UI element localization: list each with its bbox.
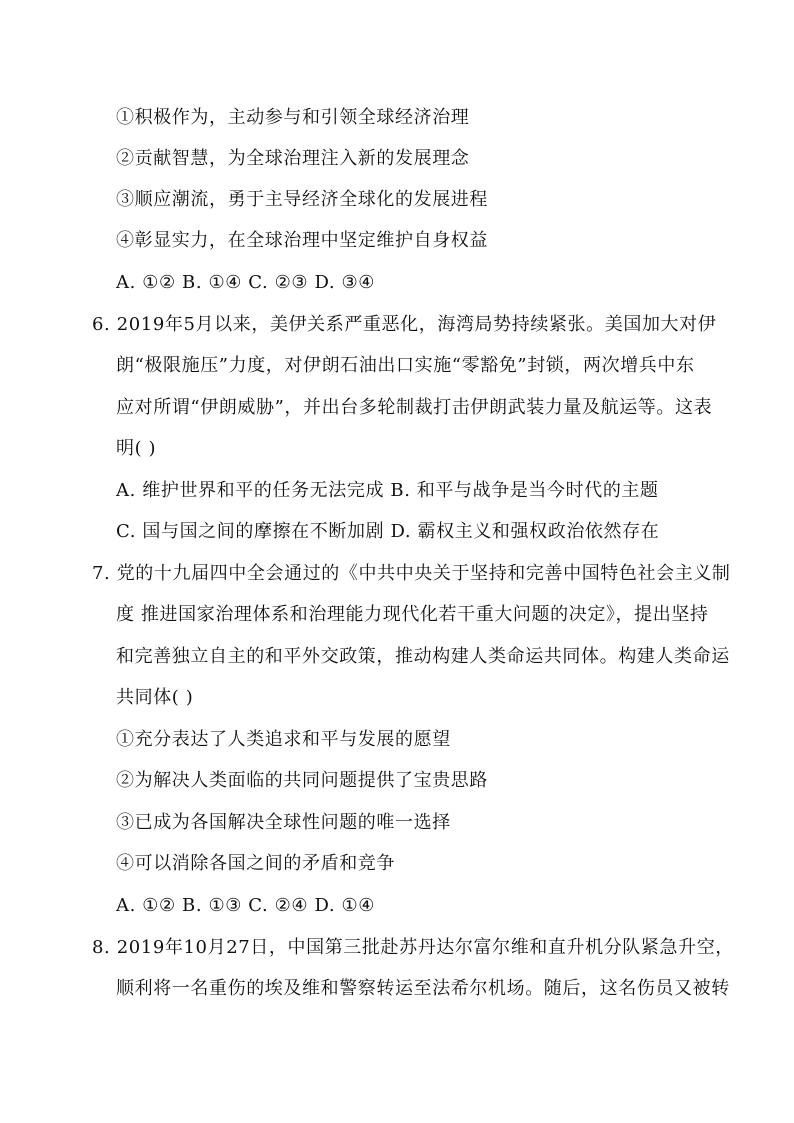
q6-stem-line-4: 明( ): [116, 438, 157, 459]
q7-option-3: ③已成为各国解决全球性问题的唯一选择: [116, 812, 451, 833]
q6-stem-line-1: 6. 2019年5月以来，美伊关系严重恶化，海湾局势持续紧张。美国加大对伊: [92, 314, 717, 335]
q6-answers-1: A. 维护世界和平的任务无法完成 B. 和平与战争是当今时代的主题: [116, 480, 659, 501]
q5-option-1: ①积极作为，主动参与和引领全球经济治理: [116, 107, 470, 128]
q7-stem-line-3: 和完善独立自主的和平外交政策，推动构建人类命运共同体。构建人类命运: [116, 646, 730, 667]
q5-answers: A. ①② B. ①④ C. ②③ D. ③④: [116, 272, 375, 293]
q6-stem-line-2: 朗“极限施压”力度，对伊朗石油出口实施“零豁免”封锁，两次增兵中东: [116, 355, 695, 376]
q7-option-4: ④可以消除各国之间的矛盾和竞争: [116, 853, 395, 874]
q7-answers: A. ①② B. ①③ C. ②④ D. ①④: [116, 895, 375, 916]
q7-option-1: ①充分表达了人类追求和平与发展的愿望: [116, 729, 451, 750]
q5-option-4: ④彰显实力，在全球治理中坚定维护自身权益: [116, 230, 488, 251]
q7-stem-line-2: 度 推进国家治理体系和治理能力现代化若干重大问题的决定》，提出坚持: [116, 604, 709, 625]
q8-stem-line-1: 8. 2019年10月27日，中国第三批赴苏丹达尔富尔维和直升机分队紧急升空，: [92, 937, 734, 958]
q7-stem-line-1: 7. 党的十九届四中全会通过的《中共中央关于坚持和完善中国特色社会主义制: [92, 563, 731, 584]
q6-stem-line-3: 应对所谓“伊朗威胁”，并出台多轮制裁打击伊朗武装力量及航运等。这表: [116, 397, 713, 418]
q8-stem-line-2: 顺利将一名重伤的埃及维和警察转运至法希尔机场。随后，这名伤员又被转: [116, 978, 730, 999]
q7-stem-line-4: 共同体( ): [116, 687, 194, 708]
q5-option-3: ③顺应潮流，勇于主导经济全球化的发展进程: [116, 189, 488, 210]
q7-option-2: ②为解决人类面临的共同问题提供了宝贵思路: [116, 770, 488, 791]
q5-option-2: ②贡献智慧，为全球治理注入新的发展理念: [116, 148, 470, 169]
q6-answers-2: C. 国与国之间的摩擦在不断加剧 D. 霸权主义和强权政治依然存在: [116, 521, 660, 542]
